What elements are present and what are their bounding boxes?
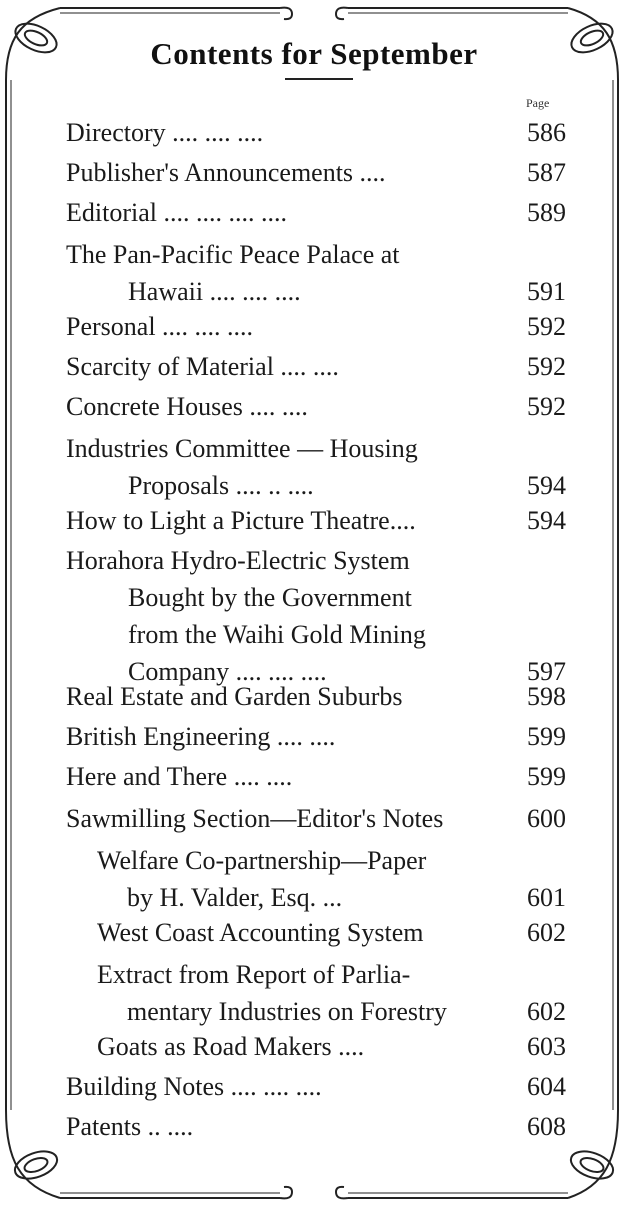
- toc-entry[interactable]: [66, 348, 566, 385]
- toc-entry-title-line: by H. Valder, Esq. ...: [127, 883, 343, 912]
- toc-entry[interactable]: [66, 430, 566, 504]
- toc-page-number: 602: [527, 918, 566, 947]
- toc-entry-title-line: Goats as Road Makers ....: [97, 1032, 365, 1061]
- toc-entry-title-line: The Pan-Pacific Peace Palace at: [66, 240, 400, 269]
- toc-entry-title-line: Real Estate and Garden Suburbs: [66, 682, 403, 711]
- toc-entry-title-line: Proposals .... .. ....: [128, 471, 314, 500]
- toc-entry-title-line: Patents .. ....: [66, 1112, 194, 1141]
- toc-entry[interactable]: [66, 800, 566, 837]
- toc-entry[interactable]: [66, 542, 566, 690]
- toc-entry-title-line: British Engineering .... ....: [66, 722, 336, 751]
- toc-page-number: 592: [527, 352, 566, 381]
- toc-entry[interactable]: [66, 502, 566, 539]
- toc-entry-title-line: Concrete Houses .... ....: [66, 392, 308, 421]
- toc-page-number: 592: [527, 312, 566, 341]
- toc-entry-title-line: West Coast Accounting System: [97, 918, 424, 947]
- toc-page-number: 600: [527, 804, 566, 833]
- toc-entry-title-line: Bought by the Government: [128, 583, 412, 612]
- toc-entry-title-line: from the Waihi Gold Mining: [128, 620, 426, 649]
- toc-page-number: 586: [527, 118, 566, 147]
- toc-page-number: 602: [527, 997, 566, 1026]
- toc-page-number: 594: [527, 471, 566, 500]
- toc-entry[interactable]: [97, 1028, 566, 1065]
- toc-page-number: 598: [527, 682, 566, 711]
- toc-page-number: 594: [527, 506, 566, 535]
- toc-entry-title-line: mentary Industries on Forestry: [127, 997, 447, 1026]
- toc-entry[interactable]: [66, 308, 566, 345]
- toc-entry[interactable]: [97, 914, 566, 951]
- toc-entry[interactable]: [97, 956, 566, 1030]
- toc-entry[interactable]: [66, 194, 566, 231]
- toc-entry-title-line: Scarcity of Material .... ....: [66, 352, 339, 381]
- toc-page-number: 597: [527, 657, 566, 686]
- page-title: Contents for September: [150, 36, 478, 71]
- toc-entry-title-line: Extract from Report of Parlia-: [97, 960, 411, 989]
- toc-entry[interactable]: [66, 388, 566, 425]
- toc-entry[interactable]: [66, 1108, 566, 1145]
- toc-entry-title-line: Industries Committee — Housing: [66, 434, 418, 463]
- toc-entry-title-line: How to Light a Picture Theatre....: [66, 506, 416, 535]
- page-column-header: Page: [526, 96, 550, 110]
- toc-page-number: 603: [527, 1032, 566, 1061]
- toc-page-number: 592: [527, 392, 566, 421]
- title-underline: [285, 78, 353, 80]
- toc-entry-title-line: Personal .... .... ....: [66, 312, 254, 341]
- toc-entry-title-line: Hawaii .... .... ....: [128, 277, 301, 306]
- toc-entry[interactable]: [66, 758, 566, 795]
- toc-page-number: 589: [527, 198, 566, 227]
- toc-page-number: 587: [527, 158, 566, 187]
- toc-entry[interactable]: [66, 154, 566, 191]
- toc-entry[interactable]: [66, 678, 566, 715]
- toc-entry-title-line: Building Notes .... .... ....: [66, 1072, 322, 1101]
- toc-entry-title-line: Editorial .... .... .... ....: [66, 198, 287, 227]
- toc-page-number: 604: [527, 1072, 566, 1101]
- toc-page-number: 599: [527, 762, 566, 791]
- toc-entry-title-line: Publisher's Announcements ....: [66, 158, 386, 187]
- toc-entry-title-line: Company .... .... ....: [128, 657, 327, 686]
- toc-page-number: 599: [527, 722, 566, 751]
- toc-entry-title-line: Sawmilling Section—Editor's Notes: [66, 804, 444, 833]
- toc-entry[interactable]: [66, 236, 566, 310]
- toc-entry[interactable]: [66, 114, 566, 151]
- toc-entry[interactable]: [97, 842, 566, 916]
- toc-page-number: 608: [527, 1112, 566, 1141]
- toc-entry-title-line: Here and There .... ....: [66, 762, 293, 791]
- toc-page-number: 601: [527, 883, 566, 912]
- toc-entry[interactable]: [66, 1068, 566, 1105]
- toc-entry-title-line: Directory .... .... ....: [66, 118, 264, 147]
- toc-entry-title-line: Horahora Hydro-Electric System: [66, 546, 410, 575]
- toc-entry-title-line: Welfare Co-partnership—Paper: [97, 846, 427, 875]
- toc-page-number: 591: [527, 277, 566, 306]
- toc-entry[interactable]: [66, 718, 566, 755]
